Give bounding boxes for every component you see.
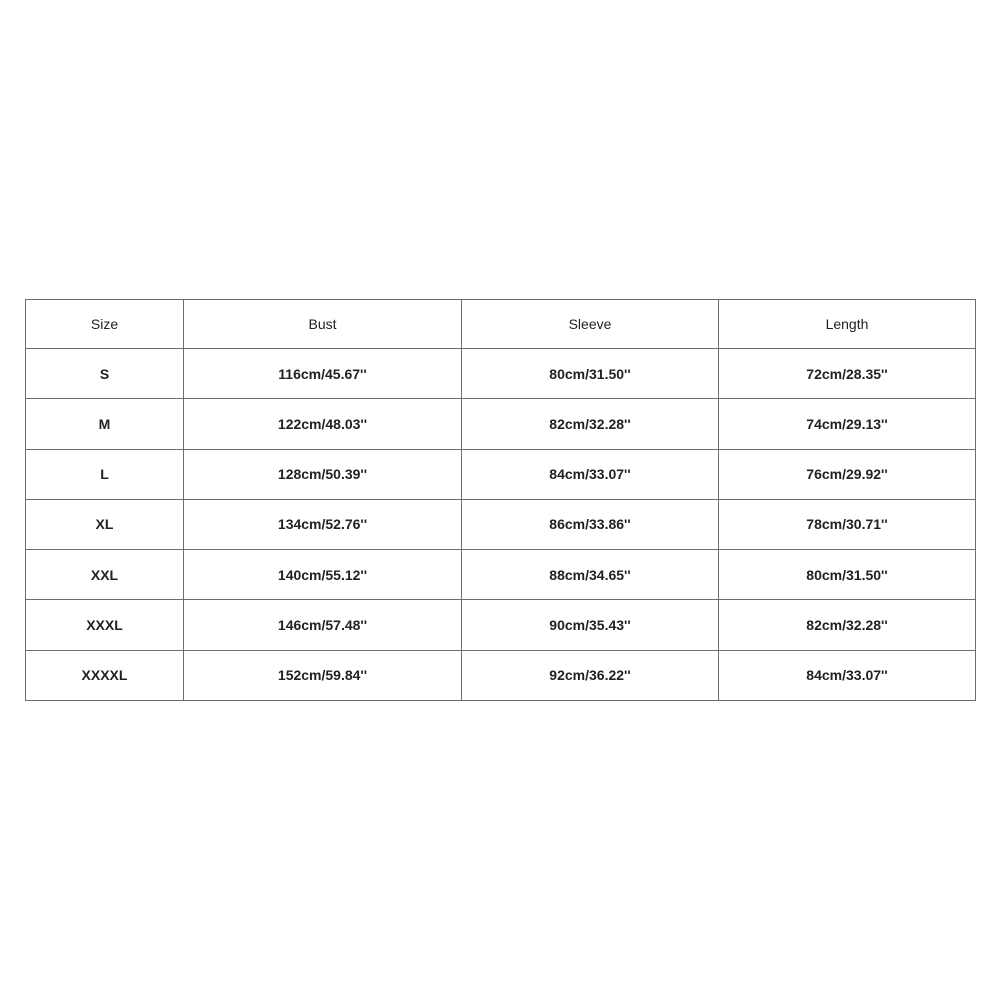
- cell-size: L: [26, 449, 184, 499]
- cell-size: XXXXL: [26, 650, 184, 700]
- cell-size: XXXL: [26, 600, 184, 650]
- table-header-row: [26, 300, 976, 349]
- cell-sleeve: 90cm/35.43'': [462, 600, 719, 650]
- cell-length: 74cm/29.13'': [719, 399, 976, 449]
- cell-sleeve: 86cm/33.86'': [462, 499, 719, 549]
- table-row: [26, 550, 976, 600]
- header-size: Size: [26, 300, 184, 349]
- table-row: [26, 449, 976, 499]
- cell-length: 80cm/31.50'': [719, 550, 976, 600]
- size-chart-table: [25, 299, 976, 701]
- cell-sleeve: 82cm/32.28'': [462, 399, 719, 449]
- cell-bust: 116cm/45.67'': [184, 349, 462, 399]
- cell-size: M: [26, 399, 184, 449]
- cell-bust: 134cm/52.76'': [184, 499, 462, 549]
- header-sleeve: Sleeve: [462, 300, 719, 349]
- cell-length: 82cm/32.28'': [719, 600, 976, 650]
- table-row: [26, 399, 976, 449]
- header-bust: Bust: [184, 300, 462, 349]
- cell-bust: 128cm/50.39'': [184, 449, 462, 499]
- table-row: [26, 600, 976, 650]
- cell-sleeve: 92cm/36.22'': [462, 650, 719, 700]
- cell-bust: 140cm/55.12'': [184, 550, 462, 600]
- table-row: [26, 349, 976, 399]
- table-row: [26, 650, 976, 700]
- cell-size: S: [26, 349, 184, 399]
- cell-sleeve: 84cm/33.07'': [462, 449, 719, 499]
- cell-sleeve: 80cm/31.50'': [462, 349, 719, 399]
- header-length: Length: [719, 300, 976, 349]
- cell-bust: 146cm/57.48'': [184, 600, 462, 650]
- cell-sleeve: 88cm/34.65'': [462, 550, 719, 600]
- cell-length: 72cm/28.35'': [719, 349, 976, 399]
- cell-length: 84cm/33.07'': [719, 650, 976, 700]
- cell-size: XL: [26, 499, 184, 549]
- cell-size: XXL: [26, 550, 184, 600]
- table-row: [26, 499, 976, 549]
- cell-bust: 122cm/48.03'': [184, 399, 462, 449]
- cell-length: 76cm/29.92'': [719, 449, 976, 499]
- cell-length: 78cm/30.71'': [719, 499, 976, 549]
- cell-bust: 152cm/59.84'': [184, 650, 462, 700]
